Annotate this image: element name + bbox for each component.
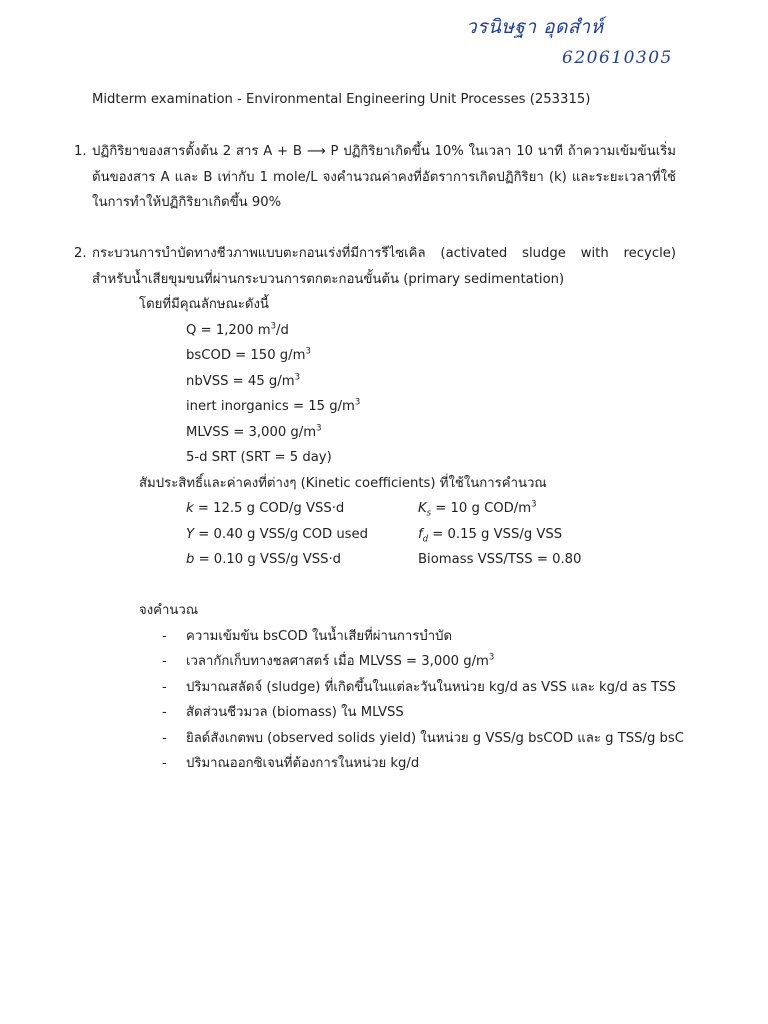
param-inert-inorganics [186, 397, 361, 414]
param-inert-exponent: 3 [354, 397, 361, 408]
kinetic-fd-value: = 0.15 g VSS/g VSS [428, 527, 563, 542]
task-text-exponent: 3 [488, 652, 495, 663]
param-mlvss-exponent: 3 [316, 423, 322, 434]
param-nbvss [186, 372, 300, 389]
param-bscod-value: bsCOD = 150 g/m [186, 348, 306, 363]
task-dash: - [162, 629, 167, 644]
kinetic-y-value: = 0.40 g VSS/g COD used [194, 527, 369, 542]
question-2-number: 2. [74, 246, 87, 261]
kinetic-ks-exponent: 3 [531, 499, 537, 510]
param-inert-value: inert inorganics = 15 g/m [186, 399, 355, 414]
task-text: สัดส่วนชีวมวล (biomass) ใน MLVSS [186, 705, 404, 720]
task-text [186, 652, 495, 669]
kinetic-heading: สัมประสิทธิ์และค่าคงที่ต่างๆ (Kinetic coefficients) ที่ใช้ในการคำนวณ [139, 476, 547, 491]
task-dash: - [162, 731, 167, 746]
question-1-text: ปฏิกิริยาของสารตั้งต้น 2 สาร A + B ⟶ P ปฏิกิริยาเกิดขึ้น 10% ในเวลา 10 นาที ถ้าความเข้มข้นเริ่มต้นของสาร A และ B เท่ากับ 1 mole/L จงคำนวณค่าคงที่อัตราการเกิดปฏิกิริยา (k) และระยะเวลาที่ใช้ในการทำให้ปฏิกิริยาเกิดขึ้น 90% [92, 144, 676, 210]
kinetic-k [186, 502, 344, 515]
task-dash: - [162, 705, 167, 720]
param-srt: 5-d SRT (SRT = 5 day) [186, 450, 332, 465]
kinetic-fd [418, 527, 563, 545]
task-text: ยิลด์สังเกตพบ (observed solids yield) ในหน่วย g VSS/g bsCOD และ g TSS/g bsC [186, 731, 684, 746]
param-flow [186, 321, 289, 338]
kinetic-ks [418, 499, 537, 519]
kinetic-b [186, 553, 341, 566]
task-text: ความเข้มข้น bsCOD ในน้ำเสียที่ผ่านการบำบัด [186, 629, 453, 644]
kinetic-ks-subscript: s [426, 508, 432, 519]
kinetic-y-symbol: Y [186, 527, 195, 542]
task-text: ปริมาณออกซิเจนที่ต้องการในหน่วย kg/d [186, 756, 420, 771]
kinetic-ks-value: = 10 g COD/m [431, 501, 532, 516]
param-flow-exponent: 3 [270, 321, 277, 332]
param-mlvss-value: MLVSS = 3,000 g/m [186, 425, 317, 440]
param-nbvss-value: nbVSS = 45 g/m [186, 374, 295, 389]
kinetic-k-value: = 12.5 g COD/g VSS·d [193, 501, 345, 516]
kinetic-fd-subscript: d [422, 534, 429, 545]
exam-title: Midterm examination - Environmental Engineering Unit Processes (253315) [92, 92, 591, 107]
question-2-text: กระบวนการบำบัดทางชีวภาพแบบตะกอนเร่งที่มีการรีไซเคิล (activated sludge with recycle) สำหรับน้ำเสียขุมขนที่ผ่านกระบวนการตกตะกอนขั้นต้น (primary sedimentation) [92, 246, 676, 287]
param-nbvss-exponent: 3 [294, 372, 300, 383]
handwritten-name: วรนิษฐา อุดสำห์ [466, 16, 604, 38]
kinetic-y [186, 528, 368, 541]
question-1-number: 1. [74, 144, 87, 159]
task-dash: - [162, 654, 167, 669]
kinetic-k-symbol: k [186, 501, 194, 516]
param-bscod [186, 346, 311, 363]
kinetic-ks-symbol: K [418, 501, 427, 516]
kinetic-b-value: = 0.10 g VSS/g VSS·d [194, 552, 342, 567]
kinetic-biomass-ratio: Biomass VSS/TSS = 0.80 [418, 552, 582, 567]
param-bscod-exponent: 3 [305, 346, 311, 357]
kinetic-fd-symbol: f [418, 527, 423, 542]
task-text: ปริมาณสลัดจ์ (sludge) ที่เกิดขึ้นในแต่ละวันในหน่วย kg/d as VSS และ kg/d as TSS [186, 680, 676, 695]
task-dash: - [162, 680, 167, 695]
calculate-heading: จงคำนวณ [139, 603, 199, 618]
task-dash: - [162, 756, 167, 771]
kinetic-b-symbol: b [186, 552, 195, 567]
param-flow-value: Q = 1,200 m [186, 323, 271, 338]
param-mlvss [186, 423, 322, 440]
handwritten-student-id: 620610305 [562, 48, 673, 68]
characteristics-heading: โดยที่มีคุณลักษณะดังนี้ [139, 297, 269, 312]
param-flow-unit: /d [276, 323, 289, 338]
task-text-main: เวลากักเก็บทางชลศาสตร์ เมื่อ MLVSS = 3,000 g/m [186, 654, 489, 669]
